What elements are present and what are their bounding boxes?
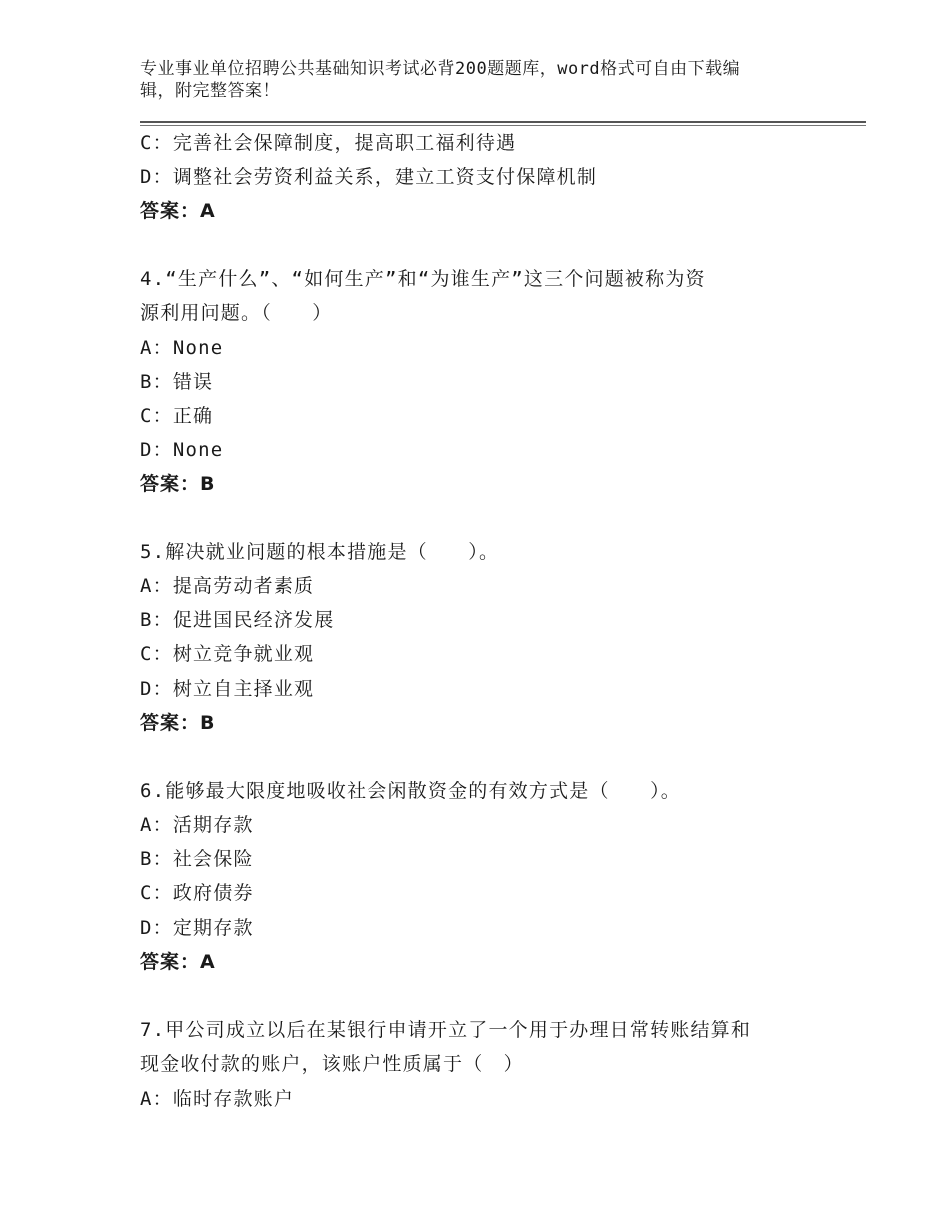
q3-option-d: D：调整社会劳资利益关系，建立工资支付保障机制 xyxy=(140,166,598,188)
q5-option-d: D：树立自主择业观 xyxy=(140,678,315,700)
header-line-2: 辑，附完整答案！ xyxy=(140,81,280,101)
q5-answer: 答案：B xyxy=(140,712,216,734)
q6-option-b: B：社会保险 xyxy=(140,848,254,870)
q6-option-a: A：活期存款 xyxy=(140,814,254,836)
header-divider-thick xyxy=(140,121,866,123)
q4-option-a: A：None xyxy=(140,337,224,359)
q3-option-c: C：完善社会保障制度，提高职工福利待遇 xyxy=(140,132,517,154)
header-line-1: 专业事业单位招聘公共基础知识考试必背200题题库，word格式可自由下载编 xyxy=(140,59,741,79)
q5-option-c: C：树立竞争就业观 xyxy=(140,643,315,665)
q5-stem: 5.解决就业问题的根本措施是（ ）。 xyxy=(140,541,500,563)
q6-stem: 6.能够最大限度地吸收社会闲散资金的有效方式是（ ）。 xyxy=(140,780,681,802)
q4-answer: 答案：B xyxy=(140,473,216,495)
q7-stem-line-1: 7.甲公司成立以后在某银行申请开立了一个用于办理日常转账结算和 xyxy=(140,1019,752,1041)
page-header xyxy=(140,58,790,102)
q4-option-d: D：None xyxy=(140,439,224,461)
q4-stem-line-1: 4.“生产什么”、“如何生产”和“为谁生产”这三个问题被称为资 xyxy=(140,268,706,290)
q6-option-d: D：定期存款 xyxy=(140,917,254,939)
q5-option-a: A：提高劳动者素质 xyxy=(140,575,315,597)
q4-option-c: C：正确 xyxy=(140,405,214,427)
q5-option-b: B：促进国民经济发展 xyxy=(140,609,335,631)
q4-stem-line-2: 源利用问题。（ ） xyxy=(140,302,333,324)
q7-stem-line-2: 现金收付款的账户，该账户性质属于（ ） xyxy=(140,1053,524,1075)
q6-answer: 答案：A xyxy=(140,951,216,973)
q7-option-a: A：临时存款账户 xyxy=(140,1088,295,1110)
q6-option-c: C：政府债券 xyxy=(140,882,254,904)
q3-answer: 答案：A xyxy=(140,200,216,222)
header-divider-thin xyxy=(140,125,866,126)
q4-option-b: B：错误 xyxy=(140,371,214,393)
